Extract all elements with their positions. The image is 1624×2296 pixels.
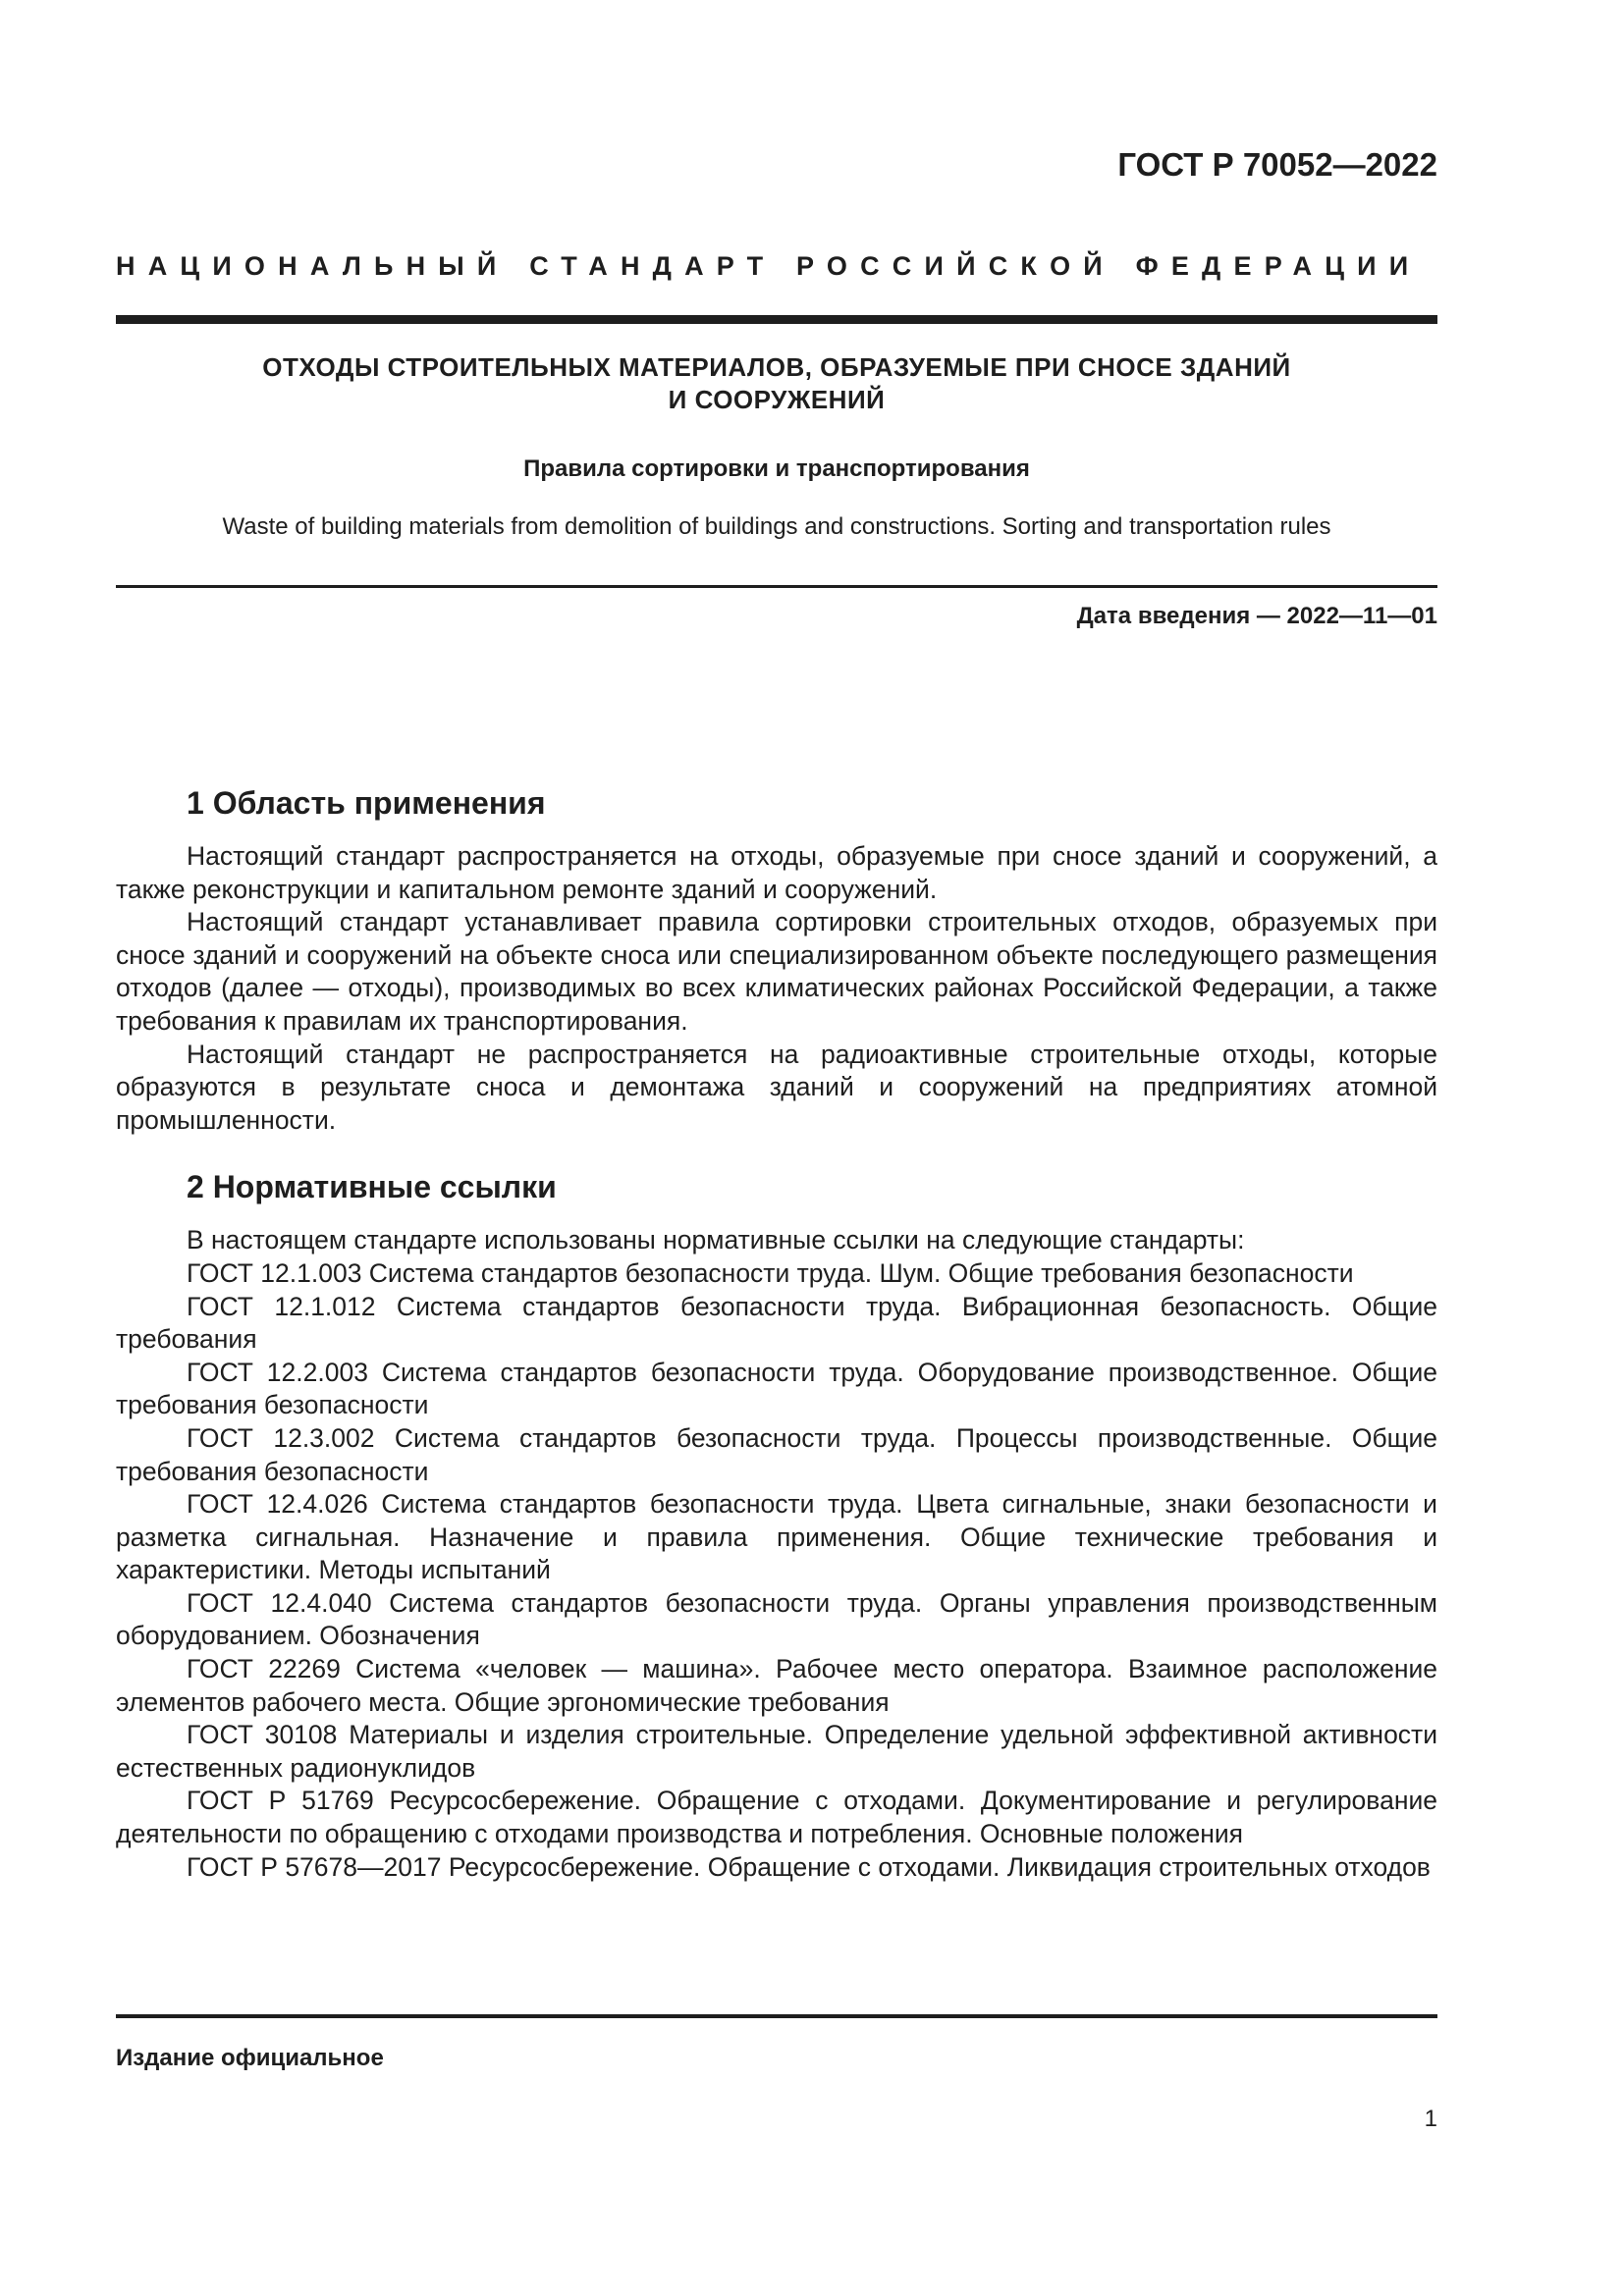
- document-page: [116, 0, 1437, 2296]
- paragraph: Настоящий стандарт не распространяется на радиоактивные строительные отходы, которые образуются в результате сноса и демонтажа зданий и сооружений на предприятиях атомной промышленности.: [116, 1039, 1437, 1135]
- section-scope: [116, 783, 1437, 1137]
- paragraph: Настоящий стандарт распространяется на отходы, образуемые при сносе зданий и сооружений, а также реконструкции и капитальном ремонте зданий и сооружений.: [116, 841, 1437, 904]
- title-line: ОТХОДЫ СТРОИТЕЛЬНЫХ МАТЕРИАЛОВ, ОБРАЗУЕМЫЕ ПРИ СНОСЕ ЗДАНИЙ: [262, 352, 1291, 382]
- english-title: Waste of building materials from demolition of buildings and constructions. Sorting and transportation rules: [222, 513, 1331, 540]
- header-divider: [116, 315, 1437, 324]
- reference-item: ГОСТ 12.2.003 Система стандартов безопасности труда. Оборудование производственное. Общие требования безопасности: [116, 1357, 1437, 1420]
- footer-divider: [116, 2014, 1437, 2018]
- introduction-date: Дата введения — 2022—11—01: [1076, 603, 1437, 629]
- document-body: [116, 783, 1437, 1884]
- reference-item: ГОСТ Р 51769 Ресурсосбережение. Обращение с отходами. Документирование и регулирование деятельности по обращению с отходами производства и потребления. Основные положения: [116, 1786, 1437, 1849]
- section-normative-references: [116, 1167, 1437, 1884]
- document-number: ГОСТ Р 70052—2022: [1117, 146, 1437, 183]
- national-standard-heading: НАЦИОНАЛЬНЫЙ СТАНДАРТ РОССИЙСКОЙ ФЕДЕРАЦИИ: [116, 251, 1422, 281]
- reference-item: ГОСТ 22269 Система «человек — машина». Рабочее место оператора. Взаимное расположение элементов рабочего места. Общие эргономические требования: [116, 1654, 1437, 1717]
- section-heading: 2 Нормативные ссылки: [187, 1169, 557, 1205]
- reference-item: ГОСТ 12.4.040 Система стандартов безопасности труда. Органы управления производственным оборудованием. Обозначения: [116, 1587, 1437, 1651]
- section-heading: 1 Область применения: [187, 785, 546, 821]
- reference-item: ГОСТ 12.4.026 Система стандартов безопасности труда. Цвета сигнальные, знаки безопасности и разметка сигнальная. Назначение и правила применения. Общие технические требования и характеристики. Методы испытаний: [116, 1489, 1437, 1585]
- paragraph: В настоящем стандарте использованы нормативные ссылки на следующие стандарты:: [187, 1225, 1245, 1255]
- document-title: [116, 351, 1437, 416]
- paragraph: Настоящий стандарт устанавливает правила сортировки строительных отходов, образуемых при сносе зданий и сооружений на объекте сноса или специализированном объекте последующего размещения отходов (далее — отходы), производимых во всех климатических районах Российской Федерации, а также требования к правилам их транспортирования.: [116, 907, 1437, 1036]
- reference-item: ГОСТ 12.1.003 Система стандартов безопасности труда. Шум. Общие требования безопасности: [187, 1257, 1354, 1288]
- title-divider: [116, 585, 1437, 588]
- reference-item: ГОСТ 12.1.012 Система стандартов безопасности труда. Вибрационная безопасность. Общие требования: [116, 1291, 1437, 1355]
- edition-label: Издание официальное: [116, 2045, 384, 2071]
- reference-item: ГОСТ Р 57678—2017 Ресурсосбережение. Обращение с отходами. Ликвидация строительных отходов: [187, 1851, 1431, 1882]
- page-number: 1: [1424, 2106, 1437, 2132]
- title-line: И СООРУЖЕНИЙ: [668, 385, 886, 414]
- reference-item: ГОСТ 30108 Материалы и изделия строительные. Определение удельной эффективной активности естественных радионуклидов: [116, 1720, 1437, 1783]
- document-subtitle: Правила сортировки и транспортирования: [523, 455, 1030, 482]
- reference-item: ГОСТ 12.3.002 Система стандартов безопасности труда. Процессы производственные. Общие требования безопасности: [116, 1422, 1437, 1486]
